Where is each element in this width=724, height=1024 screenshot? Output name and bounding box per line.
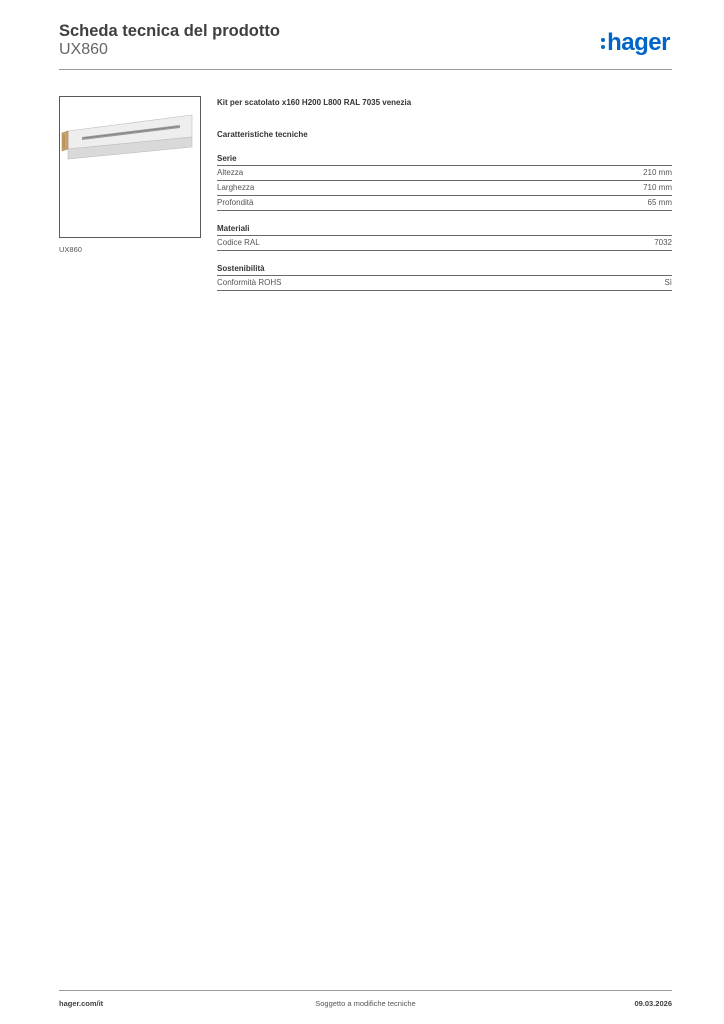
spec-label: Codice RAL xyxy=(217,238,260,247)
hager-logo xyxy=(601,30,670,56)
page-header xyxy=(59,20,672,70)
product-image-frame xyxy=(59,96,201,238)
page-title: Scheda tecnica del prodotto xyxy=(59,22,280,40)
spec-group-title: Materiali xyxy=(217,223,672,236)
spec-group-title: Sostenibilità xyxy=(217,263,672,276)
product-image xyxy=(60,97,200,237)
spec-label: Altezza xyxy=(217,168,244,177)
spec-label: Profondità xyxy=(217,198,254,207)
spec-group-sostenibilita xyxy=(217,263,672,291)
spec-value: Sì xyxy=(664,278,672,287)
spec-row-codice-ral xyxy=(217,236,672,251)
spec-value: 7032 xyxy=(654,238,672,247)
spec-label: Larghezza xyxy=(217,183,255,192)
page-footer xyxy=(59,990,672,1013)
product-specs xyxy=(217,97,672,291)
product-description: Kit per scatolato x160 H200 L800 RAL 7035 venezia xyxy=(217,98,412,107)
spec-group-title: Serie xyxy=(217,153,672,166)
spec-value: 710 mm xyxy=(643,183,672,192)
footer-date: 09.03.2026 xyxy=(634,999,672,1008)
spec-group-serie xyxy=(217,153,672,211)
footer-website-link[interactable]: hager.com/it xyxy=(59,999,104,1008)
spec-group-materiali xyxy=(217,223,672,251)
product-image-caption: UX860 xyxy=(59,245,82,254)
spec-label: Conformità ROHS xyxy=(217,278,282,287)
product-code-title: UX860 xyxy=(59,41,108,58)
logo-text: hager xyxy=(607,29,670,56)
spec-row-larghezza xyxy=(217,181,672,196)
footer-notice: Soggetto a modifiche tecniche xyxy=(315,999,416,1008)
specs-section-title: Caratteristiche tecniche xyxy=(217,130,308,139)
spec-row-conformita-rohs xyxy=(217,276,672,291)
spec-value: 65 mm xyxy=(647,198,672,207)
spec-value: 210 mm xyxy=(643,168,672,177)
logo-dots-icon xyxy=(601,36,605,50)
spec-row-profondita xyxy=(217,196,672,211)
spec-row-altezza xyxy=(217,166,672,181)
